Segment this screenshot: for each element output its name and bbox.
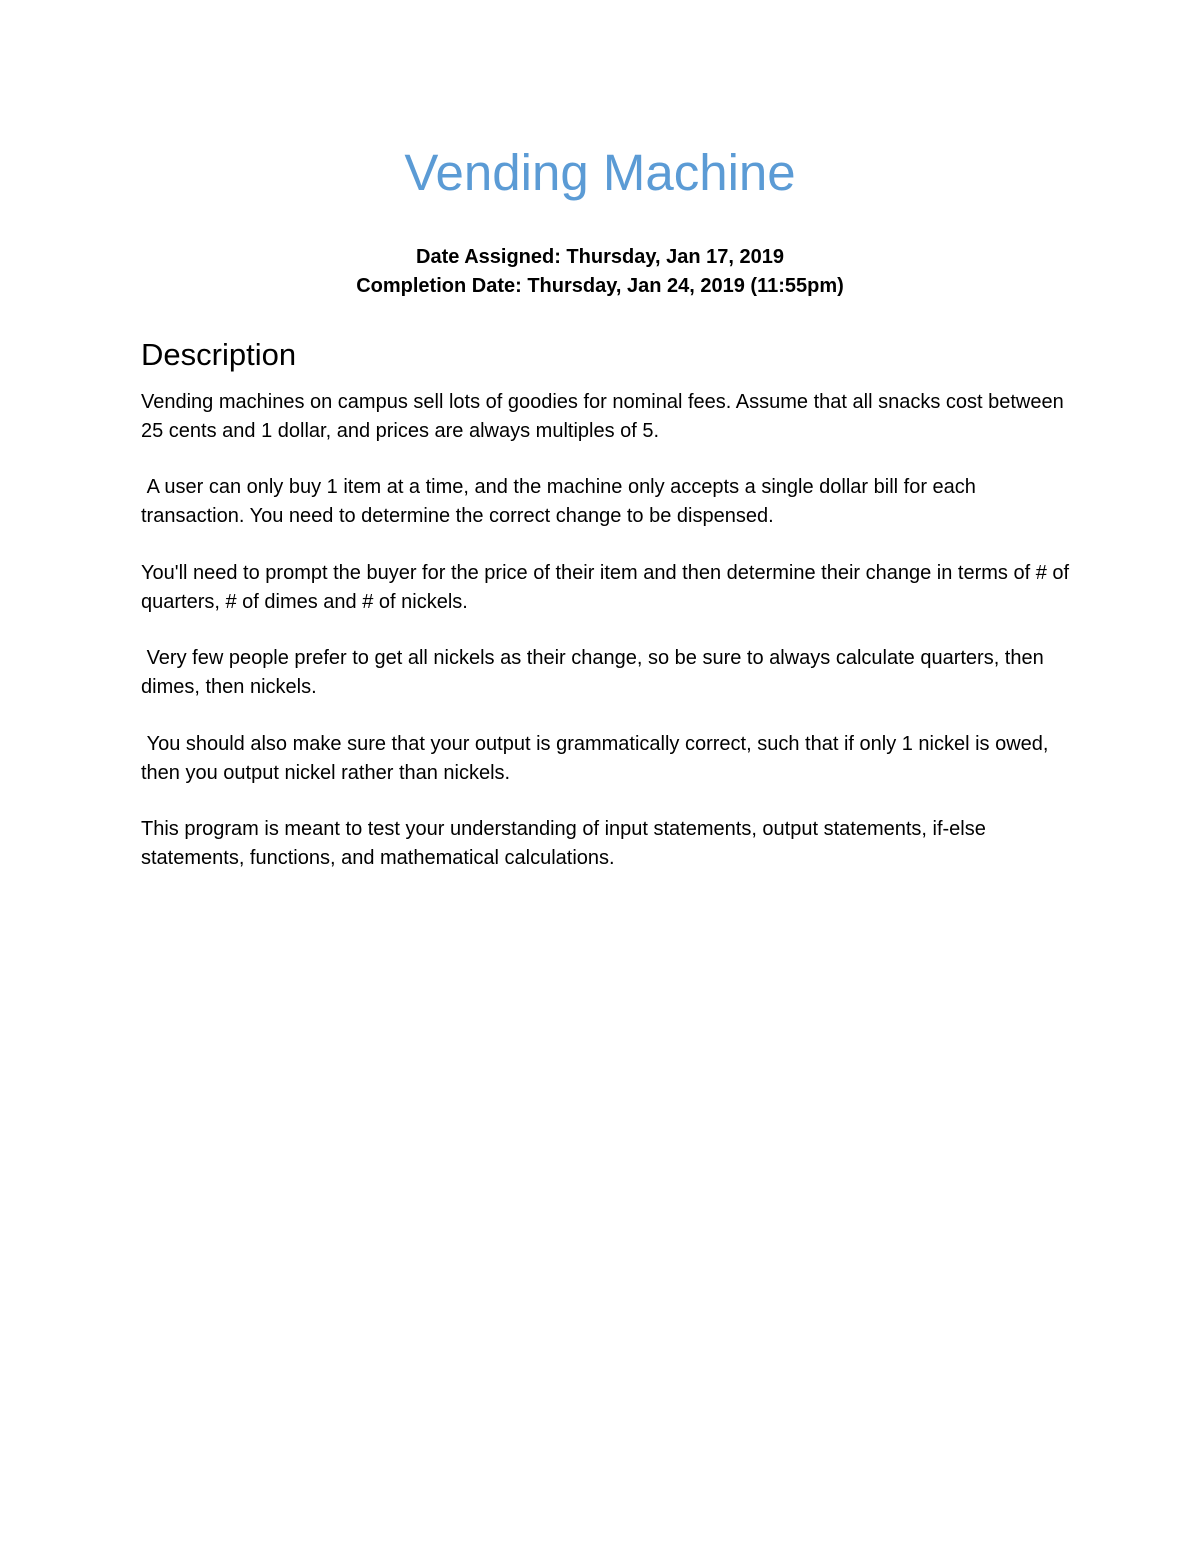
paragraph: A user can only buy 1 item at a time, and the machine only accepts a single dollar bill for each transaction. You need to determine the correct change to be dispensed. <box>141 476 982 527</box>
paragraph: This program is meant to test your understanding of input statements, output statements, if-else statements, functions, and mathematical calculations. <box>141 818 992 869</box>
document-title: Vending Machine <box>404 144 796 201</box>
paragraph: Vending machines on campus sell lots of goodies for nominal fees. Assume that all snacks cost between 25 cents and 1 dollar, and prices are always multiples of 5. <box>141 391 1070 442</box>
paragraph: You'll need to prompt the buyer for the price of their item and then determine their change in terms of # of quarters, # of dimes and # of nickels. <box>141 562 1075 613</box>
paragraph: Very few people prefer to get all nickels as their change, so be sure to always calculate quarters, then dimes, then nickels. <box>141 647 1050 698</box>
completion-date: Completion Date: Thursday, Jan 24, 2019 (11:55pm) <box>356 275 844 297</box>
paragraph: You should also make sure that your output is grammatically correct, such that if only 1 nickel is owed, then you output nickel rather than nickels. <box>141 733 1055 784</box>
date-assigned: Date Assigned: Thursday, Jan 17, 2019 <box>416 246 784 268</box>
section-heading-description: Description <box>141 337 297 372</box>
